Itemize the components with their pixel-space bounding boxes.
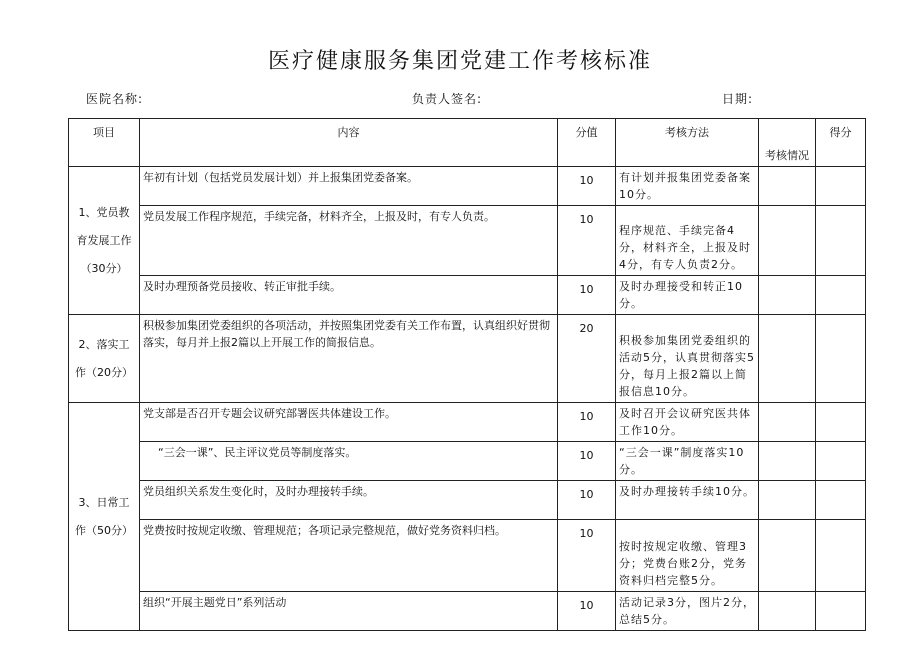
points-cell[interactable] bbox=[816, 403, 866, 442]
row-score: 10 bbox=[558, 167, 616, 206]
row-score: 10 bbox=[558, 206, 616, 276]
row-content: 党员发展工作程序规范，手续完备，材料齐全，上报及时，有专人负责。 bbox=[140, 206, 558, 276]
assessment-table bbox=[68, 118, 866, 631]
table-row bbox=[69, 276, 866, 315]
row-content: 党员组织关系发生变化时，及时办理接转手续。 bbox=[140, 481, 558, 520]
table-row bbox=[69, 315, 866, 403]
signer-label: 负责人签名: bbox=[412, 92, 483, 106]
table-row bbox=[69, 167, 866, 206]
row-content: “三会一课”、民主评议党员等制度落实。 bbox=[140, 442, 558, 481]
row-method: 程序规范、手续完备4分，材料齐全，上报及时4分，有专人负责2分。 bbox=[616, 206, 759, 276]
status-cell[interactable] bbox=[759, 206, 816, 276]
points-cell[interactable] bbox=[816, 167, 866, 206]
row-content: 积极参加集团党委组织的各项活动，并按照集团党委有关工作布置，认真组织好贯彻落实，每月并上报2篇以上开展工作的简报信息。 bbox=[140, 315, 558, 403]
hospital-name-label: 医院名称: bbox=[86, 92, 144, 106]
header-method: 考核方法 bbox=[616, 119, 759, 167]
section-item: 3、日常工作（50分） bbox=[69, 403, 140, 631]
table-row bbox=[69, 592, 866, 631]
row-score: 10 bbox=[558, 520, 616, 592]
points-cell[interactable] bbox=[816, 206, 866, 276]
points-cell[interactable] bbox=[816, 481, 866, 520]
table-header-row bbox=[69, 119, 866, 167]
row-method: “三会一课”制度落实10分。 bbox=[616, 442, 759, 481]
status-cell[interactable] bbox=[759, 442, 816, 481]
row-method: 有计划并报集团党委备案10分。 bbox=[616, 167, 759, 206]
header-content: 内容 bbox=[140, 119, 558, 167]
row-content: 党支部是否召开专题会议研究部署医共体建设工作。 bbox=[140, 403, 558, 442]
status-cell[interactable] bbox=[759, 403, 816, 442]
row-method: 活动记录3分，图片2分，总结5分。 bbox=[616, 592, 759, 631]
header-score: 分值 bbox=[558, 119, 616, 167]
row-method: 及时办理接转手续10分。 bbox=[616, 481, 759, 520]
status-cell[interactable] bbox=[759, 520, 816, 592]
points-cell[interactable] bbox=[816, 592, 866, 631]
points-cell[interactable] bbox=[816, 520, 866, 592]
row-method: 按时按规定收缴、管理3分；党费台账2分，党务资料归档完整5分。 bbox=[616, 520, 759, 592]
row-score: 10 bbox=[558, 442, 616, 481]
table-row bbox=[69, 520, 866, 592]
row-score: 10 bbox=[558, 276, 616, 315]
row-score: 20 bbox=[558, 315, 616, 403]
table-row bbox=[69, 206, 866, 276]
row-method: 积极参加集团党委组织的活动5分，认真贯彻落实5分，每月上报2篇以上简报信息10分。 bbox=[616, 315, 759, 403]
section-item: 1、党员教育发展工作（30分） bbox=[69, 167, 140, 315]
row-score: 10 bbox=[558, 481, 616, 520]
status-cell[interactable] bbox=[759, 315, 816, 403]
table-row bbox=[69, 403, 866, 442]
row-content: 及时办理预备党员接收、转正审批手续。 bbox=[140, 276, 558, 315]
points-cell[interactable] bbox=[816, 442, 866, 481]
row-method: 及时召开会议研究医共体工作10分。 bbox=[616, 403, 759, 442]
points-cell[interactable] bbox=[816, 315, 866, 403]
header-points: 得分 bbox=[816, 119, 866, 167]
row-content: 组织“开展主题党日”系列活动 bbox=[140, 592, 558, 631]
status-cell[interactable] bbox=[759, 167, 816, 206]
header-item: 项目 bbox=[69, 119, 140, 167]
points-cell[interactable] bbox=[816, 276, 866, 315]
row-content: 年初有计划（包括党员发展计划）并上报集团党委备案。 bbox=[140, 167, 558, 206]
status-cell[interactable] bbox=[759, 276, 816, 315]
date-label: 日期: bbox=[722, 92, 754, 106]
table-row bbox=[69, 442, 866, 481]
section-item: 2、落实工作（20分） bbox=[69, 315, 140, 403]
page-title: 医疗健康服务集团党建工作考核标准 bbox=[267, 49, 652, 74]
status-cell[interactable] bbox=[759, 481, 816, 520]
header-status: 考核情况 bbox=[759, 119, 816, 167]
row-score: 10 bbox=[558, 592, 616, 631]
status-cell[interactable] bbox=[759, 592, 816, 631]
row-method: 及时办理接受和转正10分。 bbox=[616, 276, 759, 315]
row-content: 党费按时按规定收缴、管理规范；各项记录完整规范，做好党务资料归档。 bbox=[140, 520, 558, 592]
row-score: 10 bbox=[558, 403, 616, 442]
table-row bbox=[69, 481, 866, 520]
